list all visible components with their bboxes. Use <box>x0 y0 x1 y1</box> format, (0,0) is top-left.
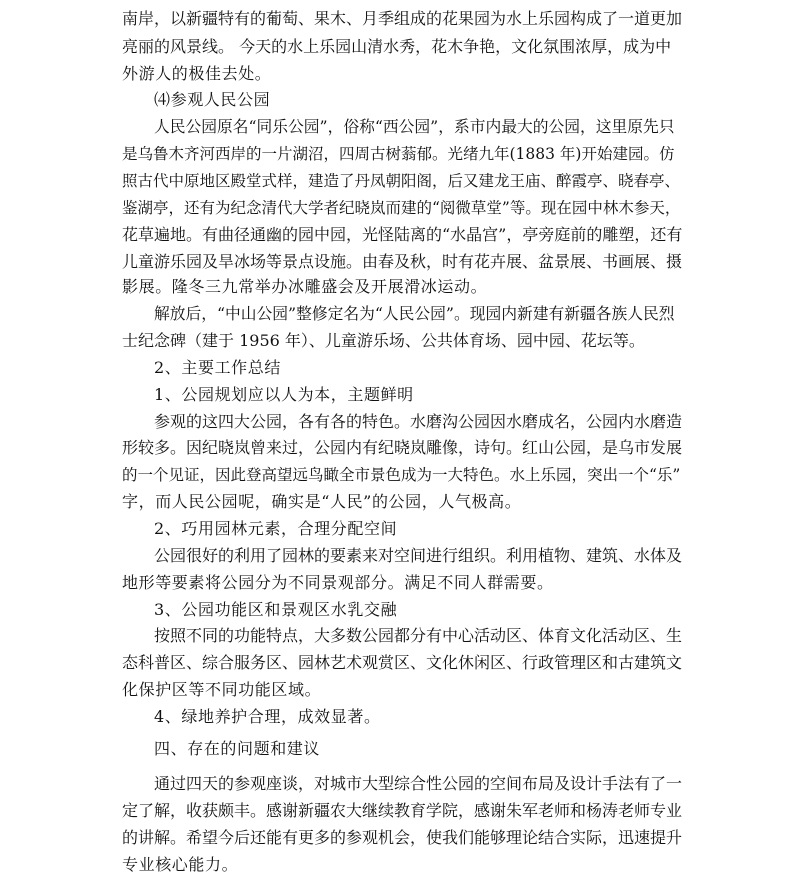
paragraph-line: 态科普区、综合服务区、园林艺术观赏区、文化休闲区、行政管理区和古建筑文 <box>122 653 683 673</box>
section-heading: ⑷参观人民公园 <box>154 90 271 110</box>
paragraph-line: 定了解，收获颇丰。感谢新疆农大继续教育学院，感谢朱军老师和杨涛老师专业 <box>122 801 683 821</box>
subsection-heading: 2、巧用园林元素，合理分配空间 <box>154 519 398 538</box>
paragraph-line: 儿童游乐园及旱冰场等景点设施。由春及秋，时有花卉展、盆景展、书画展、摄 <box>122 251 683 271</box>
subsection-heading: 4、绿地养护合理，成效显著。 <box>154 706 381 726</box>
paragraph-line: 专业核心能力。 <box>122 855 239 874</box>
paragraph-line: 的讲解。希望今后还能有更多的参观机会，使我们能够理论结合实际，迅速提升 <box>122 828 683 848</box>
paragraph-line: 通过四天的参观座谈，对城市大型综合性公园的空间布局及设计手法有了一 <box>154 774 683 794</box>
paragraph-line: 的一个见证，因此登高望远鸟瞰全市景色成为一大特色。水上乐园，突出一个“乐” <box>122 466 681 485</box>
paragraph-line: 按照不同的功能特点，大多数公园都分有中心活动区、体育文化活动区、生 <box>154 626 683 646</box>
paragraph-line: 照古代中原地区殿堂式样，建造了丹凤朝阳阁，后又建龙王庙、醉霞亭、晓春亭、 <box>122 171 681 190</box>
paragraph-line: 形较多。因纪晓岚曾来过，公园内有纪晓岚雕像，诗句。红山公园，是乌市发展 <box>122 438 683 458</box>
paragraph-line: 字，而人民公园呢，确实是“人民”的公园，人气极高。 <box>122 492 522 512</box>
paragraph-line: 化保护区等不同功能区域。 <box>122 680 322 700</box>
subsection-heading: 1、公园规划应以人为本，主题鲜明 <box>154 384 414 404</box>
paragraph-line: 士纪念碑（建于 1956 年）、儿童游乐场、公共体育场、园中园、花坛等。 <box>122 331 645 351</box>
paragraph-line: 参观的这四大公园，各有各的特色。水磨沟公园因水磨成名，公园内水磨造 <box>154 411 683 431</box>
paragraph-line: 解放后，“中山公园”整修定名为“人民公园”。现园内新建有新疆各族人民烈 <box>154 304 675 324</box>
paragraph-line: 鉴湖亭，还有为纪念清代大学者纪晓岚而建的“阅微草堂”等。现在园中林木参天， <box>122 198 681 217</box>
paragraph-line: 是乌鲁木齐河西岸的一片湖沼，四周古树蓊郁。光绪九年(1883 年)开始建园。仿 <box>122 145 675 164</box>
section-heading: 四、存在的问题和建议 <box>154 739 321 759</box>
paragraph-line: 地形等要素将公园分为不同景观部分。满足不同人群需要。 <box>122 572 554 592</box>
paragraph-line: 南岸，以新疆特有的葡萄、果木、月季组成的花果园为水上乐园构成了一道更加 <box>122 9 683 28</box>
subsection-heading: 3、公园功能区和景观区水乳交融 <box>154 599 398 619</box>
section-heading: 2、主要工作总结 <box>154 357 281 377</box>
paragraph-line: 影展。隆冬三九常举办冰雕盛会及开展滑冰运动。 <box>122 277 488 297</box>
paragraph-line: 亮丽的风景线。 今天的水上乐园山清水秀，花木争艳，文化氛围浓厚，成为中 <box>122 36 672 56</box>
paragraph-line: 外游人的极佳去处。 <box>122 63 272 83</box>
paragraph-line: 花草遍地。有曲径通幽的园中园，光怪陆离的“水晶宫”，亭旁庭前的雕塑，还有 <box>122 224 683 244</box>
paragraph-line: 公园很好的利用了园林的要素来对空间进行组织。利用植物、建筑、水体及 <box>154 545 683 565</box>
paragraph-line: 人民公园原名“同乐公园”，俗称“西公园”，系市内最大的公园，这里原先只 <box>154 117 675 137</box>
